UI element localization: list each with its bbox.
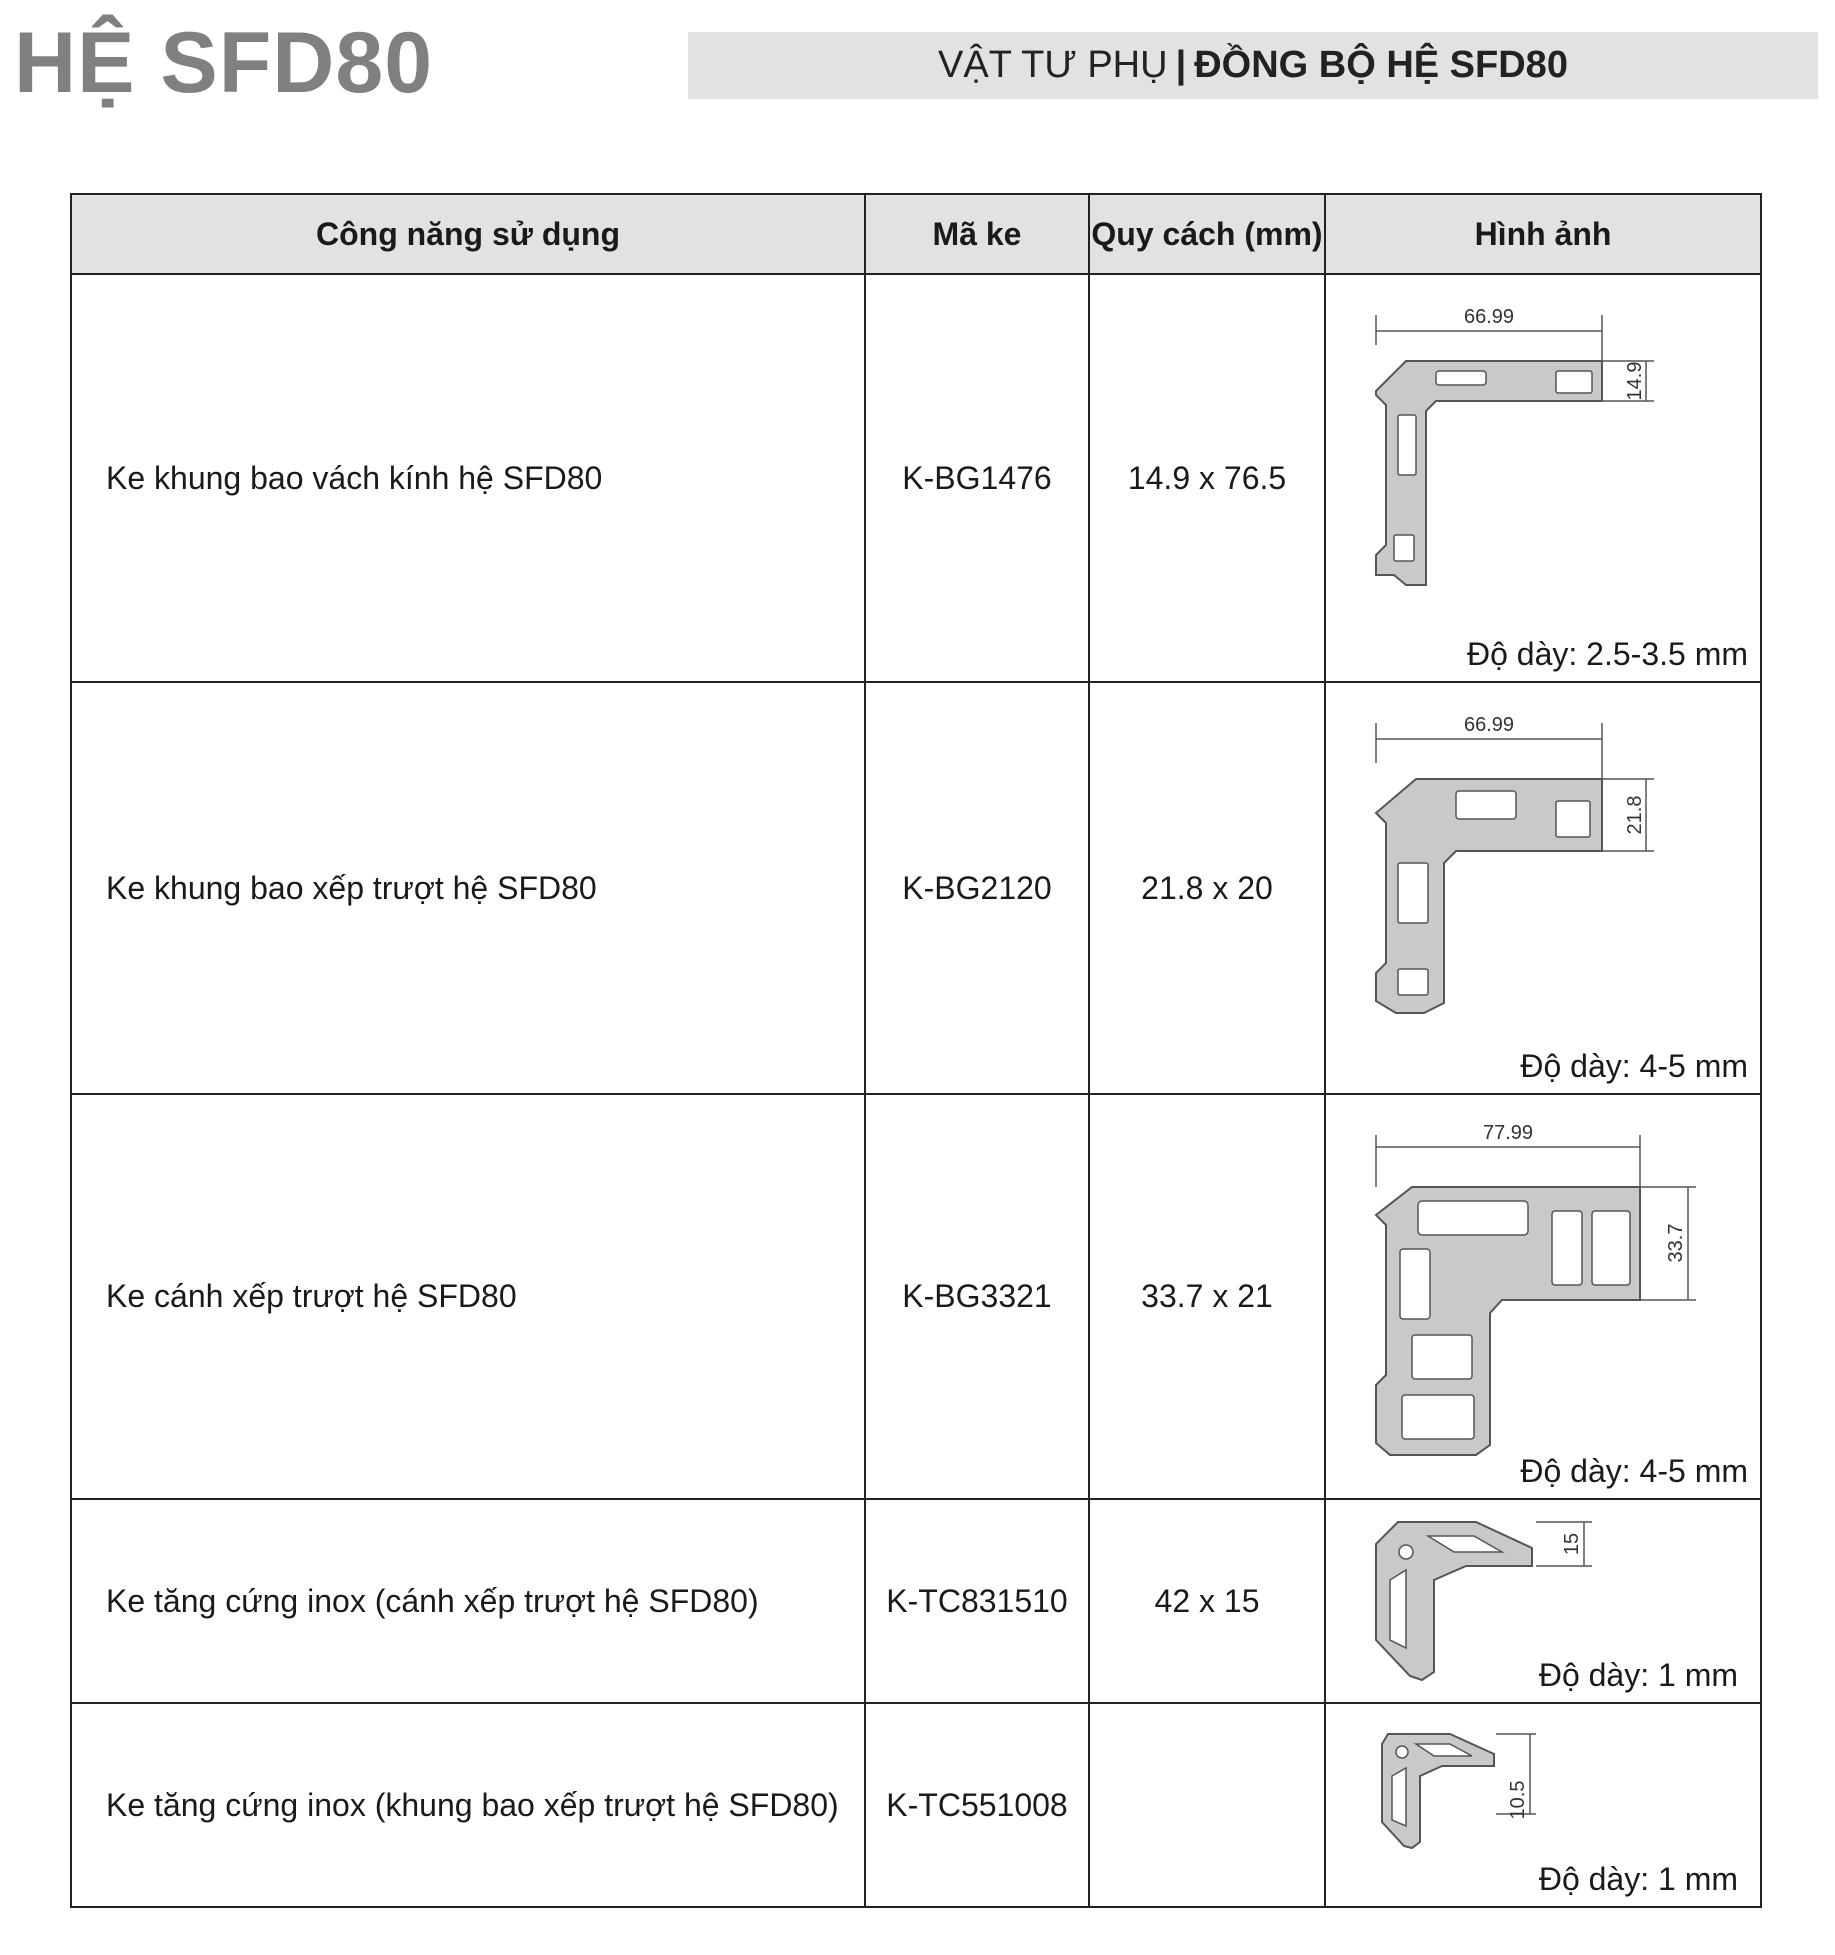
page-title: HỆ SFD80	[14, 15, 434, 111]
usage-cell: Ke tăng cứng inox (khung bao xếp trượt hệ SFD80)	[71, 1703, 865, 1907]
dim-width-label: 66.99	[1463, 714, 1515, 736]
table-row	[71, 682, 1761, 1094]
size-cell	[1089, 1703, 1325, 1907]
dim-height-label: 33.7	[1665, 1223, 1687, 1263]
size-cell: 33.7 x 21	[1089, 1094, 1325, 1499]
code-cell: K-BG2120	[865, 682, 1089, 1094]
table-row	[71, 1499, 1761, 1703]
dim-width-label: 66.99	[1463, 306, 1515, 328]
usage-cell: Ke tăng cứng inox (cánh xếp trượt hệ SFD80)	[71, 1499, 865, 1703]
table-header-row	[71, 194, 1761, 274]
spec-table	[70, 193, 1762, 1908]
thickness-label: Độ dày: 1 mm	[1538, 1861, 1738, 1897]
code-cell: K-BG3321	[865, 1094, 1089, 1499]
dim-height-label: 10.5	[1507, 1780, 1529, 1820]
image-cell	[1325, 1499, 1761, 1703]
size-cell: 21.8 x 20	[1089, 682, 1325, 1094]
table-row	[71, 274, 1761, 682]
dim-height-label: 15	[1561, 1532, 1583, 1556]
dim-height-label: 14.9	[1624, 361, 1646, 401]
usage-cell: Ke cánh xếp trượt hệ SFD80	[71, 1094, 865, 1499]
banner-prefix: VẬT TƯ PHỤ	[938, 44, 1168, 86]
section-banner	[688, 32, 1818, 99]
corner-bracket-drawing	[1326, 275, 1762, 683]
image-cell	[1325, 682, 1761, 1094]
usage-cell: Ke khung bao vách kính hệ SFD80	[71, 274, 865, 682]
header-size: Quy cách (mm)	[1089, 194, 1325, 274]
dim-height-label: 21.8	[1624, 795, 1646, 835]
size-cell: 42 x 15	[1089, 1499, 1325, 1703]
table-row	[71, 1703, 1761, 1907]
header-image: Hình ảnh	[1325, 194, 1761, 274]
header-code: Mã ke	[865, 194, 1089, 274]
image-cell	[1325, 274, 1761, 682]
code-cell: K-TC831510	[865, 1499, 1089, 1703]
size-cell: 14.9 x 76.5	[1089, 274, 1325, 682]
banner-separator: |	[1175, 44, 1187, 86]
thickness-label: Độ dày: 4-5 mm	[1520, 1453, 1748, 1489]
thickness-label: Độ dày: 4-5 mm	[1520, 1048, 1748, 1084]
header-usage: Công năng sử dụng	[71, 194, 865, 274]
thickness-label: Độ dày: 2.5-3.5 mm	[1467, 636, 1748, 672]
thickness-label: Độ dày: 1 mm	[1538, 1657, 1738, 1693]
code-cell: K-BG1476	[865, 274, 1089, 682]
dim-width-label: 77.99	[1482, 1122, 1534, 1144]
usage-cell: Ke khung bao xếp trượt hệ SFD80	[71, 682, 865, 1094]
corner-bracket-drawing	[1326, 683, 1762, 1095]
corner-bracket-drawing	[1326, 1095, 1762, 1500]
banner-highlight: ĐỒNG BỘ HỆ SFD80	[1194, 44, 1568, 86]
table-row	[71, 1094, 1761, 1499]
image-cell	[1325, 1094, 1761, 1499]
code-cell: K-TC551008	[865, 1703, 1089, 1907]
image-cell	[1325, 1703, 1761, 1907]
